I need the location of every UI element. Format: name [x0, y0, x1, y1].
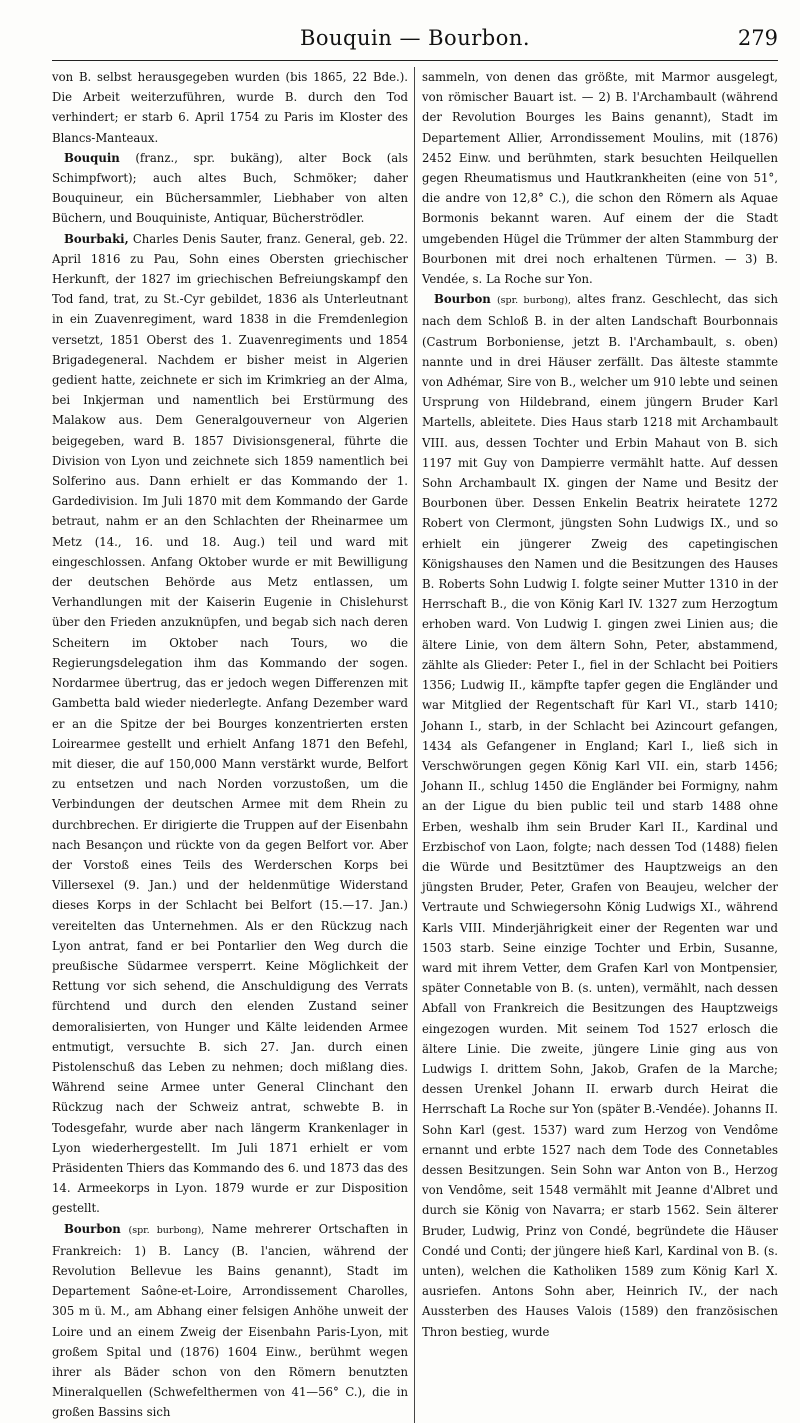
pronunciation: (spr. burbong),: [128, 1224, 205, 1236]
paragraph-text: von B. selbst herausgegeben wurden (bis 1865, 22 Bde.). Die Arbeit weiterzuführen, wurde B. durch den Tod verhindert; er starb 6. April 1754 zu Paris im Kloster des Blancs-Manteaux.: [52, 70, 408, 145]
headword: Bourbon: [434, 292, 491, 307]
entry-text: Name mehrerer Ortschaften in Frankreich: 1) B. Lancy (B. l'ancien, während der Revolution Bellevue les Bains genannt), Stadt im Departement Saône-et-Loire, Arrondissement Charolles, 305 m ü. M., am Abhang einer felsigen Anhöhe unweit der Loire und an einem Zweig der Eisenbahn Paris-Lyon, mit großem Spital und (1876) 1604 Einw., berühmt wegen ihrer als Bäder schon von den Römern benutzten Mineralquellen (Schwefelthermen von 41—56° C.), die in großen Bassins sich: [52, 1221, 408, 1420]
entry-text: altes franz. Geschlecht, das sich nach dem Schloß B. in der alten Landschaft Bourbonnais (Castrum Borboniense, jetzt B. l'Archambault, s. oben) nannte und in drei Häuser zerfällt. Das älteste stammte von Adhémar, Sire von B., welcher um 910 lebte und seinen Ursprung von Hildebrand, einem jüngern Bruder Karl Martells, ableitete. Dies Haus starb 1218 mit Archambault VIII. aus, dessen Tochter und Erbin Mahaut von B. sich 1197 mit Guy von Dampierre vermählt hatte. Auf dessen Sohn Archambault IX. gingen der Name und Besitz der Bourbonen über. Dessen Enkelin Beatrix heiratete 1272 Robert von Clermont, jüngsten Sohn Ludwigs IX., und so erhielt ein jüngerer Zweig des capetingischen Königshauses den Namen und die Besitzungen des Hauses B. Roberts Sohn Ludwig I. folgte seiner Mutter 1310 in der Herrschaft B., die von König Karl IV. 1327 zum Herzogtum erhoben ward. Von Ludwig I. gingen zwei Linien aus; die ältere Linie, von dem ältern Sohn, Peter, abstammend, zählte als Glieder: Peter I., fiel in der Schlacht bei Poitiers 1356; Ludwig II., kämpfte tapfer gegen die Engländer und war Mitglied der Regentschaft für Karl VI., starb 1410; Johann I., starb, in der Schlacht bei Azincourt gefangen, 1434 als Gefangener in England; Karl I., ließ sich in Verschwörungen gegen König Karl VII. ein, starb 1456; Johann II., schlug 1450 die Engländer bei Formigny, nahm an der Ligue du bien public teil und starb 1488 ohne Erben, weshalb ihm sein Bruder Karl II., Kardinal und Erzbischof von Laon, folgte; nach dessen Tod (1488) fielen die Würde und Besitztümer des Hauptzweigs an den jüngsten Bruder, Peter, Grafen von Beaujeu, welcher der Vertraute und Schwiegersohn König Ludwigs XI., während Karls VIII. Minderjährigkeit einer der Regenten war und 1503 starb. Seine einzige Tochter und Erbin, Susanne, ward mit ihrem Vetter, dem Grafen Karl von Montpensier, später Connetable von B. (s. unten), vermählt, nach dessen Abfall von Frankreich die Besitzungen des Hauptzweigs eingezogen wurden. Mit seinem Tod 1527 erlosch die ältere Linie. Die zweite, jüngere Linie ging aus von Ludwigs I. drittem Sohn, Jakob, Grafen de la Marche; dessen Urenkel Johann II. erwarb durch Heirat die Herrschaft La Roche sur Yon (später B.-Vendée). Johanns II. Sohn Karl (gest. 1537) ward zum Herzog von Vendôme ernannt und erbte 1527 nach dem Tode des Connetables dessen Besitzungen. Sein Sohn war Anton von B., Herzog von Vendôme, seit 1548 vermählt mit Jeanne d'Albret und durch sie König von Navarra; er starb 1562. Sein älterer Bruder, Ludwig, Prinz von Condé, begründete die Häuser Condé und Conti; der jüngere hieß Karl, Kardinal von B. (s. unten), welchen die Katholiken 1589 zum König Karl X. ausriefen. Antons Sohn aber, Heinrich IV., der nach Aussterben des Hauses Valois (1589) den französischen Thron bestieg, wurde: [422, 292, 779, 1339]
entry-text: Charles Denis Sauter, franz. General, geb. 22. April 1816 zu Pau, Sohn eines Obersten griechischer Herkunft, der 1827 im griechischen Befreiungskampf den Tod fand, trat, zu St.-Cyr gebildet, 1836 als Unterleutnant in ein Zuavenregiment, ward 1838 in die Fremdenlegion versetzt, 1851 Oberst des 1. Zuavenregiments und 1854 Brigadegeneral. Nachdem er bisher meist in Algerien gedient hatte, zeichnete er sich im Krimkrieg an der Alma, bei Inkjerman und namentlich bei Erstürmung des Malakow aus. Dem Generalgouverneur von Algerien beigegeben, ward B. 1857 Divisionsgeneral, führte die Division von Lyon und zeichnete sich 1859 namentlich bei Solferino aus. Dann erhielt er das Kommando der 1. Gardedivision. Im Juli 1870 mit dem Kommando der Garde betraut, nahm er an den Schlachten der Rheinarmee um Metz (14., 16. und 18. Aug.) teil und ward mit eingeschlossen. Anfang Oktober wurde er mit Bewilligung der deutschen Behörde aus Metz entlassen, um Verhandlungen mit der Kaiserin Eugenie in Chislehurst über den Frieden anzuknüpfen, und begab sich nach deren Scheitern im Oktober nach Tours, wo die Regierungsdelegation ihm das Kommando der sogen. Nordarmee übertrug, das er jedoch wegen Differenzen mit Gambetta bald wieder niederlegte. Anfang Dezember ward er an die Spitze der bei Bourges konzentrierten ersten Loirearmee gestellt und erhielt Anfang 1871 den Befehl, mit dieser, die auf 150,000 Mann verstärkt wurde, Belfort zu entsetzen und nach Norden vorzustoßen, um die Verbindungen der deutschen Armee mit dem Rhein zu durchbrechen. Er dirigierte die Truppen auf der Eisenbahn nach Besançon und rückte von da gegen Belfort vor. Aber der Vorstoß eines Teils des Werderschen Korps bei Villersexel (9. Jan.) und der heldenmütige Widerstand dieses Korps in der Schlacht bei Belfort (15.—17. Jan.) vereitelten das Unternehmen. Als er den Rückzug nach Lyon antrat, fand er bei Pontarlier den Weg durch die preußische Südarmee versperrt. Keine Möglichkeit der Rettung vor sich sehend, die Anschuldigung des Verrats fürchtend und durch den elenden Zustand seiner demoralisierten, von Hunger und Kälte leidenden Armee entmutigt, versuchte B. sich 27. Jan. durch einen Pistolenschuß das Leben zu nehmen; doch mißlang dies. Während seine Armee unter General Clinchant den Rückzug nach der Schweiz antrat, schwebte B. in Todesgefahr, wurde aber nach längerm Krankenlager in Lyon wiederhergestellt. Im Juli 1871 erhielt er vom Präsidenten Thiers das Kommando des 6. und 1873 das des 14. Armeekorps in Lyon. 1879 wurde er zur Disposition gestellt.: [52, 231, 409, 1216]
headword: Bourbaki,: [64, 231, 129, 246]
right-column: [422, 67, 778, 1423]
paragraph: [52, 67, 408, 148]
entry-bourbon-places: [52, 1219, 408, 1423]
paragraph-text: sammeln, von denen das größte, mit Marmor ausgelegt, von römischer Bauart ist. — 2) B. l'Archambault (während der Revolution Bourges les Bains genannt), Stadt im Departement Allier, Arrondissement Moulins, mit (1876) 2452 Einw. und berühmten, stark besuchten Heilquellen gegen Rheumatismus und Hautkrankheiten (eine von 51°, die andre von 12,8° C.), die schon den Römern als Aquae Bormonis bekannt waren. Auf einem der die Stadt umgebenden Hügel die Trümmer der alten Stammburg der Bourbonen mit drei noch erhaltenen Türmen. — 3) B. Vendée, s. La Roche sur Yon.: [422, 70, 778, 287]
entry-text: (franz., spr. bukäng), alter Bock (als Schimpfwort); auch altes Buch, Schmöker; daher Bouquineur, ein Büchersammler, Liebhaber von alten Büchern, und Bouquiniste, Antiquar, Bücherströdler.: [52, 150, 408, 226]
paragraph: [422, 67, 778, 289]
entry-bouquin: [52, 148, 408, 229]
entry-bourbaki: [52, 229, 408, 1219]
headword: Bouquin: [64, 150, 120, 165]
running-title: Bouquin — Bourbon.: [299, 26, 531, 50]
entry-bourbon-family: [422, 289, 778, 1342]
text-columns: [52, 67, 778, 1423]
left-column: [52, 67, 408, 1423]
running-header: [52, 22, 778, 61]
page-number: 279: [737, 26, 778, 50]
headword: Bourbon: [64, 1221, 121, 1236]
pronunciation: (spr. burbong),: [496, 295, 572, 307]
